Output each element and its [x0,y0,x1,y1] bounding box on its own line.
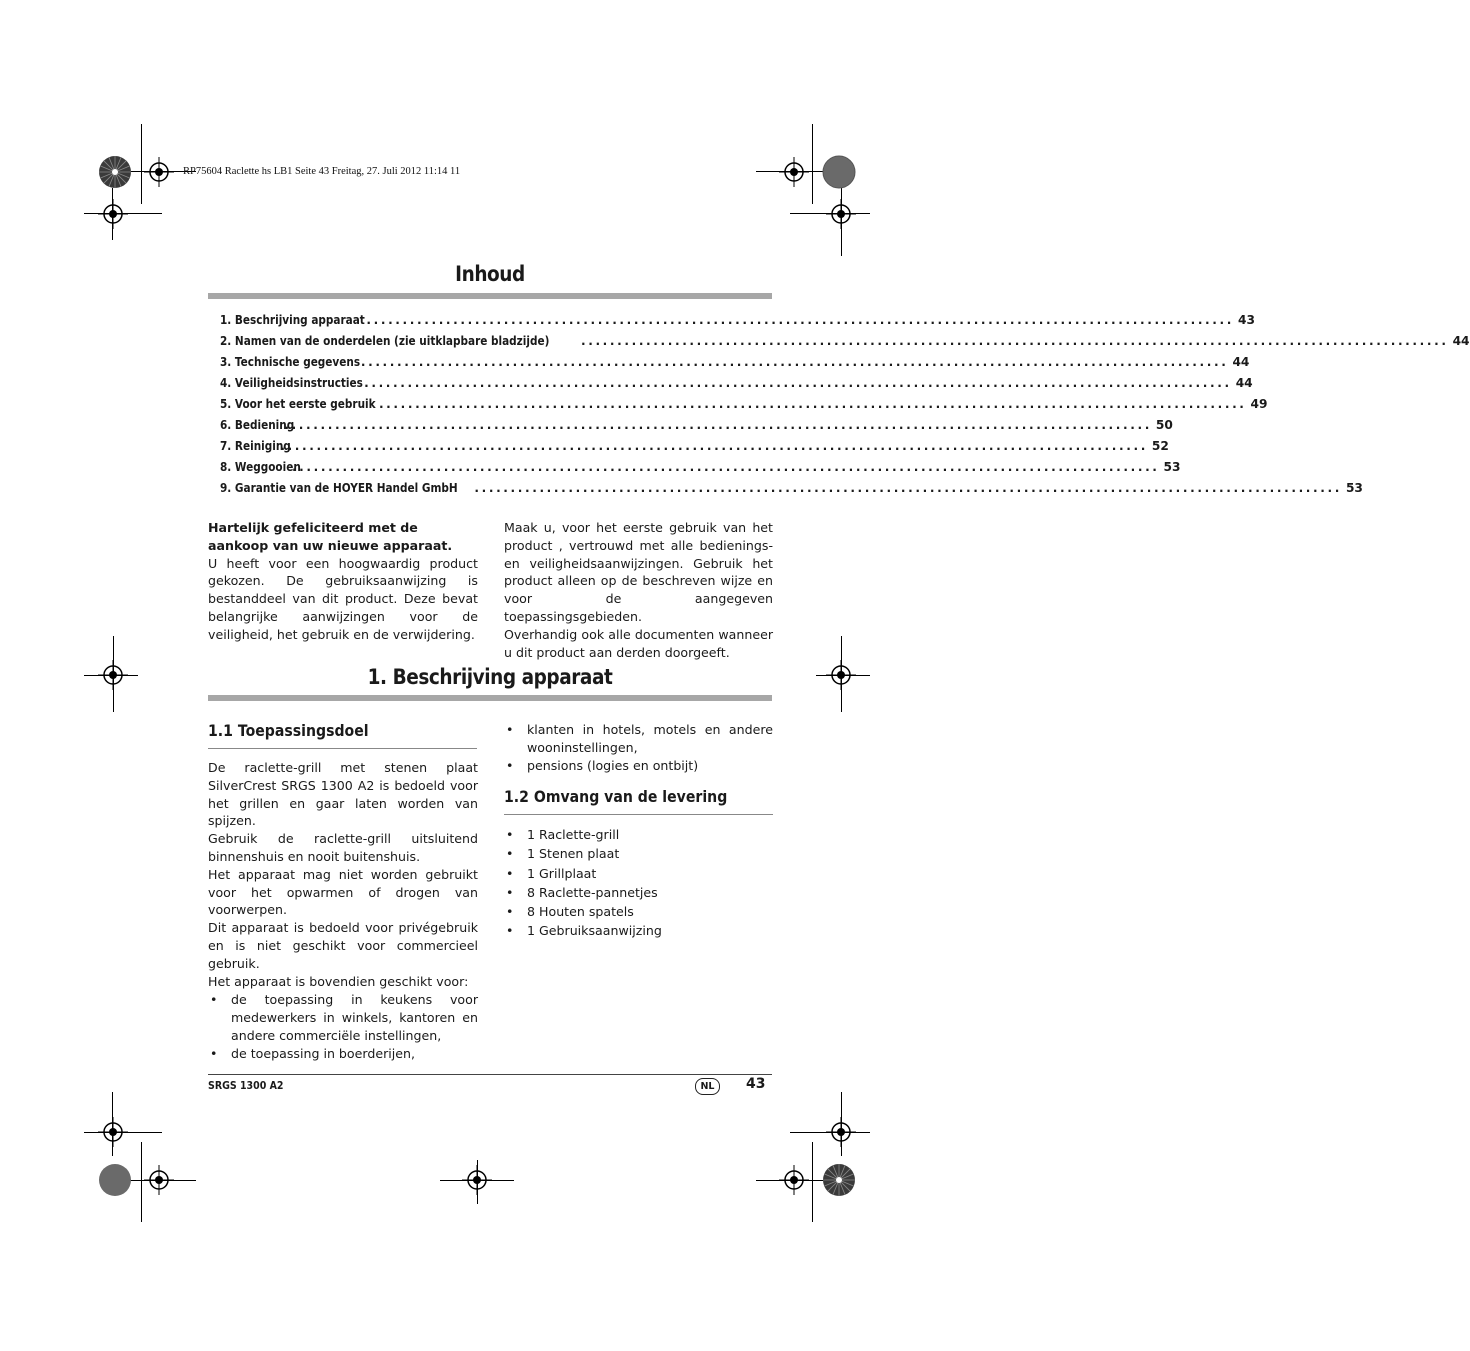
model-number: SRGS 1300 A2 [208,1079,284,1092]
usage-list-left [208,991,478,1062]
toc-page: 49 [1250,397,1268,411]
toc-leader: ........................................................................................................................ [280,439,1148,453]
crosshair-icon [779,1165,809,1195]
toc-leader: ........................................................................................................................ [580,334,1449,348]
subsection-rule [504,814,773,815]
toc-row [220,457,1181,478]
usage-list-right [504,721,773,774]
crosshair-icon [98,660,128,690]
toc-row [220,415,1173,436]
toc-page: 53 [1163,460,1181,474]
list-item: • 8 Houten spatels [504,902,773,921]
toc-page: 44 [1232,355,1250,369]
toc-leader: ........................................................................................................................ [360,355,1229,369]
crosshair-icon [462,1165,492,1195]
intro-paragraph: Overhandig ook alle documenten wanneer u dit product aan derden doorgeeft. [504,626,773,660]
toc-label: 5. Voor het eerste gebruik [220,397,376,411]
paragraph: Gebruik de raclette-grill uitsluitend binnenshuis en nooit buitenshuis. [208,831,478,864]
intro-paragraph: U heeft voor een hoogwaardig product gekozen. De gebruiksaanwijzing is bestanddeel van dit product. Deze bevat belangrijke aanwijzingen voor de veiligheid, het gebruik en de verwijdering. [208,555,478,642]
paragraph: De raclette-grill met stenen plaat SilverCrest SRGS 1300 A2 is bedoeld voor het grillen en gaar laten worden van spijzen. [208,760,478,829]
toc-row [220,436,1169,457]
section-rule [208,695,772,701]
paragraph: Dit apparaat is bedoeld voor privégebruik en is niet geschikt voor commercieel gebruik. [208,920,478,971]
toc-row [220,352,1250,373]
intro-paragraph: Maak u, voor het eerste gebruik van het product , vertrouwd met alle bedienings- en veiligheidsaanwijzingen. Gebruik het product alleen op de beschreven wijze en voor de aangegeven toepassingsgebieden. [504,520,773,624]
crosshair-icon [144,157,174,187]
crosshair-icon [98,199,128,229]
toc-page: 53 [1345,481,1363,495]
toc-row [220,394,1268,415]
toc-row [220,478,1363,499]
list-item: • 8 Raclette-pannetjes [504,883,773,902]
toc-row [220,373,1253,394]
toc-label: 2. Namen van de onderdelen (zie uitklapbare bladzijde) [220,334,550,348]
section-title: 1. Beschrijving apparaat [367,665,613,689]
list-item: • de toepassing in keukens voor medewerkers in winkels, kantoren en andere commerciële instellingen, [208,991,478,1044]
toc-leader: ........................................................................................................................ [474,481,1342,495]
toc-page: 44 [1235,376,1253,390]
toc-page: 52 [1151,439,1169,453]
subsection-rule [208,748,477,749]
crosshair-icon [826,660,856,690]
toc-page: 43 [1237,313,1255,327]
toc-row [220,310,1255,331]
toc-leader: ........................................................................................................................ [284,418,1152,432]
color-wheel-icon [98,155,132,189]
subsection-title: 1.2 Omvang van de levering [504,787,728,806]
list-item: • 1 Stenen plaat [504,844,773,863]
list-item: • pensions (logies en ontbijt) [504,757,773,775]
toc-leader: ........................................................................................................................ [366,313,1234,327]
language-badge: NL [695,1078,720,1095]
toc-leader: ........................................................................................................................ [291,460,1160,474]
toc-page: 44 [1452,334,1470,348]
list-item: • de toepassing in boerderijen, [208,1045,478,1063]
print-header: RP75604 Raclette hs LB1 Seite 43 Freitag, 27. Juli 2012 11:14 11 [183,166,461,177]
list-item: • 1 Grillplaat [504,864,773,883]
toc-label: 7. Reiniging [220,439,291,453]
list-item: • 1 Gebruiksaanwijzing [504,921,773,940]
toc-page: 50 [1155,418,1173,432]
list-item: • klanten in hotels, motels en andere wooninstellingen, [504,721,773,757]
intro-right [504,519,773,661]
color-wheel-icon [822,1163,856,1197]
toc-label: 6. Bediening [220,418,295,432]
crosshair-icon [826,1117,856,1147]
crosshair-icon [144,1165,174,1195]
density-patch-icon [98,1163,132,1197]
toc-label: 4. Veiligheidsinstructies [220,376,363,390]
paragraph: Het apparaat mag niet worden gebruikt voor het opwarmen of drogen van voorwerpen. [208,866,478,918]
list-item: • 1 Raclette-grill [504,825,773,844]
contents-title: Inhoud [455,262,525,286]
toc-label: 1. Beschrijving apparaat [220,313,365,327]
intro-left [208,519,478,644]
toc-label: 8. Weggooien [220,460,301,474]
delivery-list [504,825,773,941]
crosshair-icon [826,199,856,229]
toc-label: 3. Technische gegevens [220,355,361,369]
density-patch-icon [822,155,856,189]
toc-row [220,331,1470,352]
usage-column [208,759,478,1063]
page-number: 43 [746,1076,766,1092]
subsection-title: 1.1 Toepassingsdoel [208,721,369,740]
toc-label: 9. Garantie van de HOYER Handel GmbH [220,481,458,495]
footer-rule [208,1074,772,1075]
toc-leader: ........................................................................................................................ [364,376,1232,390]
crosshair-icon [779,157,809,187]
paragraph: Het apparaat is bovendien geschikt voor: [208,973,469,989]
crosshair-icon [98,1117,128,1147]
title-rule [208,293,772,299]
intro-heading: Hartelijk gefeliciteerd met de aankoop van uw nieuwe apparaat. [208,520,453,553]
toc-leader: ........................................................................................................................ [378,397,1247,411]
table-of-contents [220,310,1470,499]
